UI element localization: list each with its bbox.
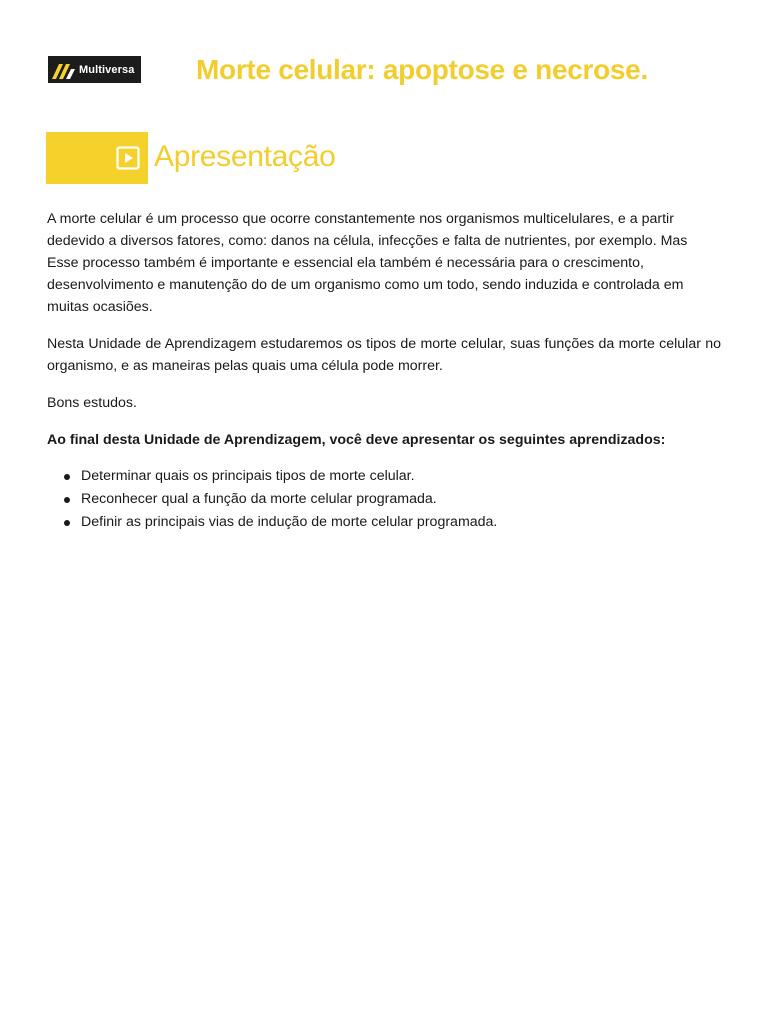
logo-text: Multiversa xyxy=(79,63,135,76)
list-item: Definir as principais vias de indução de morte celular programada. xyxy=(81,511,721,534)
study-paragraph: Nesta Unidade de Aprendizagem estudaremos os tipos de morte celular, suas funções da morte celular no organismo, e as maneiras pelas quais uma célula pode morrer. xyxy=(47,336,721,374)
brand-logo xyxy=(48,56,141,83)
objectives-list xyxy=(47,465,721,534)
play-icon xyxy=(116,146,140,170)
list-item: Determinar quais os principais tipos de morte celular. xyxy=(81,465,721,488)
logo-mark-icon xyxy=(52,61,76,79)
intro-paragraph: A morte celular é um processo que ocorre constantemente nos organismos multicelulares, e a partir dedevido a diversos fatores, como: danos na célula, infecções e falta de nutrientes, por exemplo. Mas Esse processo também é importante e essencial ela também é necessária para o crescimento, desenvolvimento e manutenção do de um organismo como um todo, sendo induzida e controlada em muitas ocasiões. xyxy=(47,211,688,315)
objectives-heading: Ao final desta Unidade de Aprendizagem, você deve apresentar os seguintes aprendizados: xyxy=(47,432,666,448)
section-heading: Apresentação xyxy=(154,140,336,173)
document-title: Morte celular: apoptose e necrose. xyxy=(196,54,648,85)
closing-text: Bons estudos. xyxy=(47,395,137,411)
presentation-content xyxy=(47,208,721,534)
list-item: Reconhecer qual a função da morte celular programada. xyxy=(81,488,721,511)
